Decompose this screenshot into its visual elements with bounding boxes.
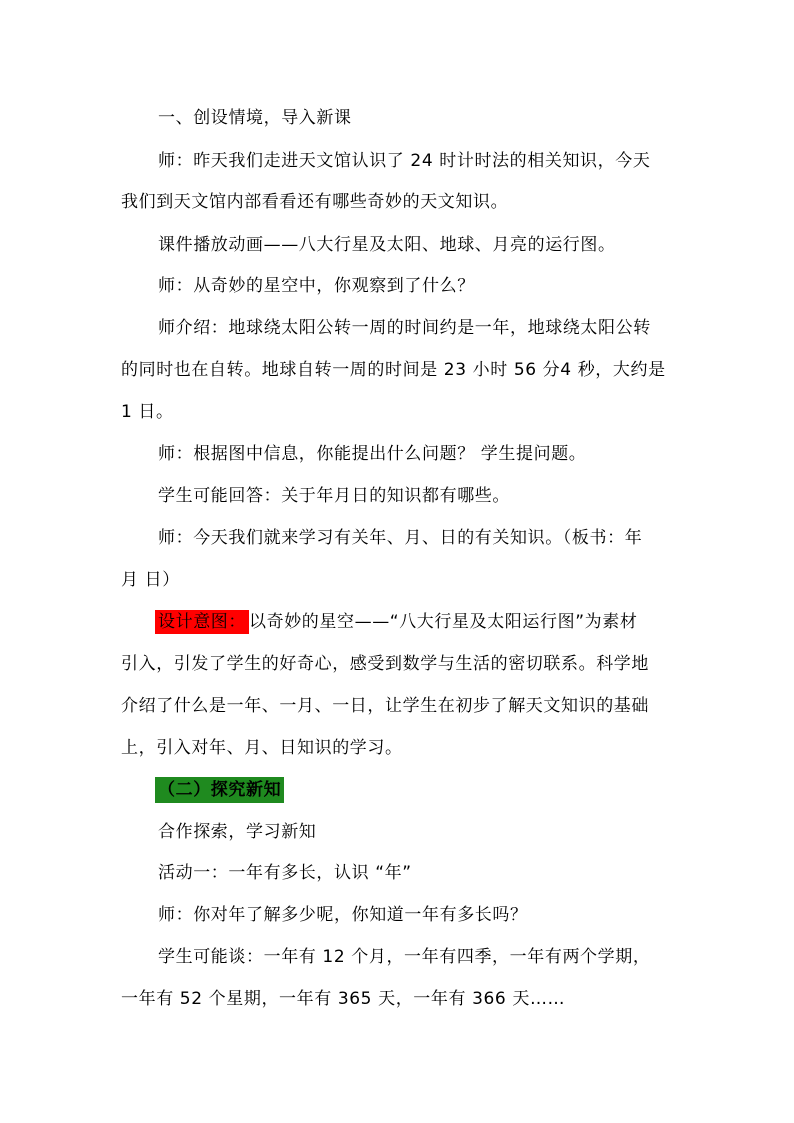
paragraph-line: 学生可能回答：关于年月日的知识都有哪些。 [158,486,510,506]
paragraph-line: 学生可能谈：一年有 12 个月，一年有四季，一年有两个学期， [158,947,651,967]
paragraph-line: 师：你对年了解多少呢，你知道一年有多长吗？ [158,905,528,925]
paragraph-line: 月 日） [121,570,180,590]
paragraph-line: 师：从奇妙的星空中，你观察到了什么？ [158,276,475,296]
paragraph-line: 我们到天文馆内部看看还有哪些奇妙的天文知识。 [121,192,509,212]
paragraph-line: 活动一：一年有多长，认识 “年” [158,863,412,883]
paragraph-line: 1 日。 [121,402,174,422]
paragraph-line: 的同时也在自转。地球自转一周的时间是 23 小时 56 分4 秒，大约是 [121,360,666,380]
design-intent-line [158,610,637,634]
section-heading-label: （二）探究新知 [155,777,284,803]
design-intent-label: 设计意图： [155,610,249,634]
paragraph-line: 引入，引发了学生的好奇心，感受到数学与生活的密切联系。科学地 [121,654,649,674]
paragraph-line: 课件播放动画——八大行星及太阳、地球、月亮的运行图。 [158,235,616,255]
design-intent-text: 以奇妙的星空——“八大行星及太阳运行图”为素材 [249,612,638,632]
paragraph-line: 师：根据图中信息，你能提出什么问题？ 学生提问题。 [158,444,587,464]
paragraph-line: 上，引入对年、月、日知识的学习。 [121,738,403,758]
section-heading-intro: 一、创设情境，导入新课 [158,108,352,128]
paragraph-line: 一年有 52 个星期，一年有 365 天，一年有 366 天…… [121,989,566,1009]
section-heading-explore [158,778,284,802]
paragraph-line: 师：昨天我们走进天文馆认识了 24 时计时法的相关知识，今天 [158,151,651,171]
paragraph-line: 师：今天我们就来学习有关年、月、日的有关知识。（板书：年 [158,528,643,548]
paragraph-line: 介绍了什么是一年、一月、一日，让学生在初步了解天文知识的基础 [121,696,649,716]
paragraph-line: 师介绍：地球绕太阳公转一周的时间约是一年，地球绕太阳公转 [158,318,651,338]
paragraph-line: 合作探索，学习新知 [158,822,317,842]
